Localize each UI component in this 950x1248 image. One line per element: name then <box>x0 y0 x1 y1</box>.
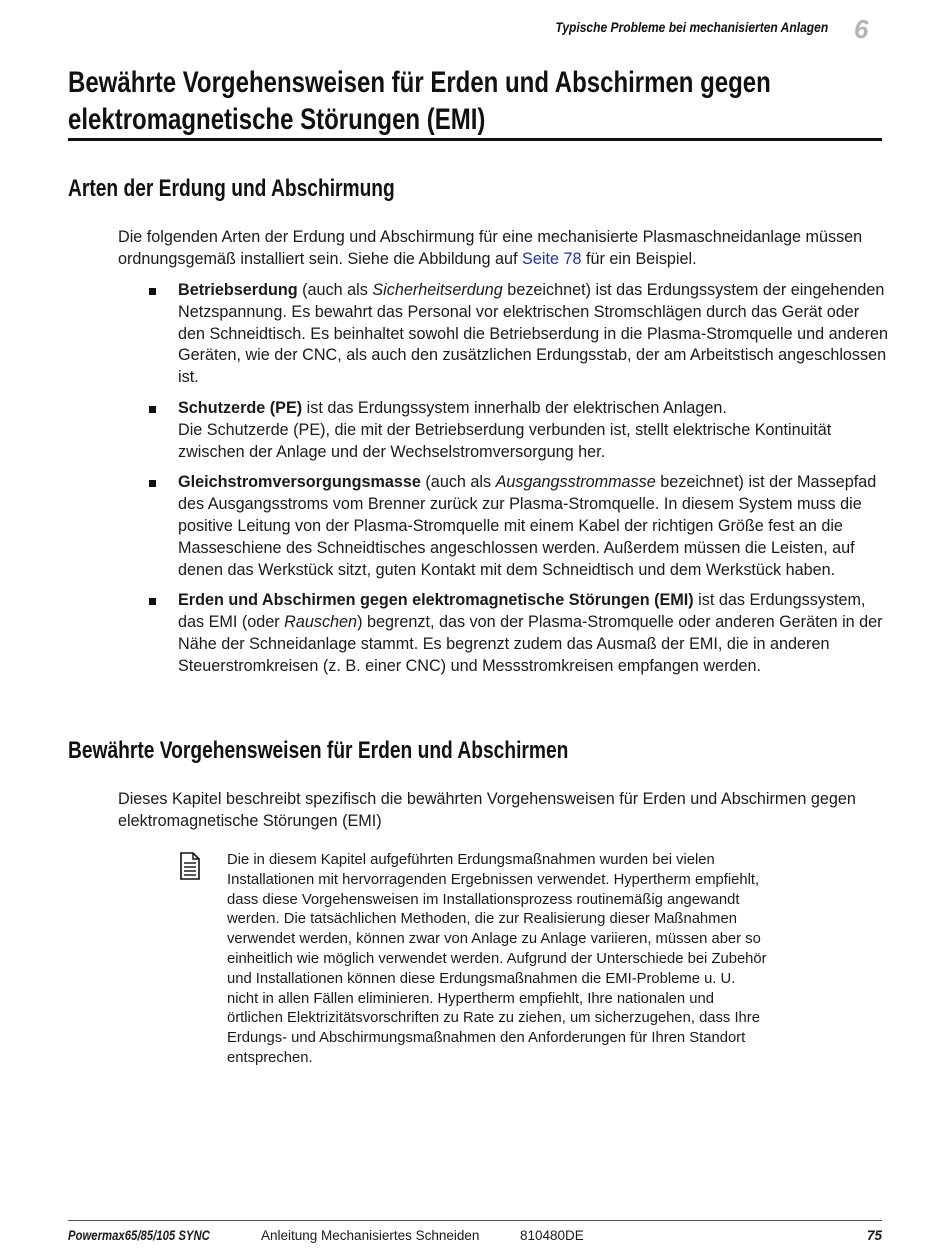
page-title-line2: elektromagnetische Störungen (EMI) <box>68 103 486 136</box>
title-rule <box>68 138 882 141</box>
running-header <box>0 16 950 42</box>
section2-intro: Dieses Kapitel beschreibt spezifisch die bewährten Vorgehensweisen für Erden und Abschirmen gegen elektromagnetische Störungen (EMI) <box>118 790 856 830</box>
bullet-text: (auch als <box>297 281 373 299</box>
list-item <box>118 590 888 677</box>
chapter-number: 6 <box>854 14 869 44</box>
bullet-text: bezeichnet) ist das Erdungssystem der eingehenden Netzspannung. Es bewahrt das Personal vor elektrischen Stromschlägen durch das Gerät oder den Schneidtisch. Es beinhaltet sowohl die Betriebserdung in die Plasma-Stromquelle und anderen Geräten, wie der CNC, als auch den zusätzlichen Erdungsstab, der am Arbeitstisch angeschlossen ist. <box>178 281 888 387</box>
bullet-text: (auch als <box>420 473 496 492</box>
bullet-italic: Rauschen <box>284 613 358 632</box>
bullet-italic: Sicherheitserdung <box>372 281 503 299</box>
bullet-text: ist das Erdungssystem innerhalb der elektrischen Anlagen. <box>302 398 727 417</box>
bullet-square-icon <box>149 598 156 605</box>
page-footer <box>68 1228 882 1248</box>
bullet-square-icon <box>149 480 156 487</box>
footer-document-title: Anleitung Mechanisiertes Schneiden <box>261 1228 480 1243</box>
bullet-text: Die Schutzerde (PE), die mit der Betriebserdung verbunden ist, stellt elektrische Kontinuität zwischen der Anlage und der Wechselstromversorgung her. <box>178 420 832 461</box>
bullet-text: ist das Erdungssystem, das EMI (oder <box>178 591 866 632</box>
intro-text-end: für ein Beispiel. <box>581 249 697 268</box>
page-title <box>68 64 788 138</box>
running-title: Typische Probleme bei mechanisierten Anlagen <box>555 19 828 35</box>
footer-product: Powermax65/85/105 SYNC <box>68 1228 210 1243</box>
footer-document-code: 810480DE <box>520 1228 584 1243</box>
grounding-types-list <box>118 280 888 687</box>
bullet-square-icon <box>149 288 156 295</box>
section-heading-best-practices: Bewährte Vorgehensweisen für Erden und Abschirmen <box>68 737 569 764</box>
section-heading-grounding-types: Arten der Erdung und Abschirmung <box>68 175 395 202</box>
bullet-italic: Ausgangsstrommasse <box>495 473 656 492</box>
note-document-icon <box>179 852 201 880</box>
bullet-text: ) begrenzt, das von der Plasma-Stromquelle oder anderen Geräten in der Nähe der Schneidanlage stammt. Es begrenzt zudem das Ausmaß der EMI, die in anderen Steuerstromkreisen (z. B. einer CNC) und Messstromkreisen empfangen werden. <box>178 613 883 675</box>
bullet-square-icon <box>149 406 156 413</box>
bullet-term: Schutzerde (PE) <box>178 398 303 417</box>
page-number: 75 <box>866 1228 882 1243</box>
bullet-term: Gleichstromversorgungsmasse <box>178 473 421 492</box>
footer-rule <box>68 1220 882 1221</box>
note-text: Die in diesem Kapitel aufgeführten Erdungsmaßnahmen wurden bei vielen Installationen mit hervorragenden Ergebnissen verwendet. Hypertherm empfiehlt, dass diese Vorgehensweisen im Installationsprozess routinemäßig angewandt werden. Die tatsächlichen Methoden, die zur Realisierung dieser Maßnahmen verwendet werden, können zwar von Anlage zu Anlage variieren, müssen aber so einheitlich wie möglich verwendet werden. Aufgrund der Unterschiede bei Zubehör und Installationen können diese Erdungsmaßnahmen die EMI-Probleme u. U. nicht in allen Fällen eliminieren. Hypertherm empfiehlt, Ihre nationalen und örtlichen Elektrizitätsvorschriften zu Rate zu ziehen, um sicherzugehen, dass Ihre Erdungs- und Abschirmungsmaßnahmen den Anforderungen für Ihren Standort entsprechen. <box>227 852 767 1066</box>
bullet-term: Betriebserdung <box>178 281 298 299</box>
page-reference-link[interactable]: Seite 78 <box>522 249 582 268</box>
list-item <box>118 398 888 463</box>
bullet-term: Erden und Abschirmen gegen elektromagnetische Störungen (EMI) <box>178 591 694 610</box>
page-title-line1: Bewährte Vorgehensweisen für Erden und Abschirmen gegen <box>68 66 771 99</box>
list-item <box>118 472 888 581</box>
section1-intro <box>118 227 888 271</box>
intro-text: Die folgenden Arten der Erdung und Abschirmung für eine mechanisierte Plasmaschneidanlage müssen ordnungsgemäß installiert sein. Siehe die Abbildung auf <box>118 228 863 268</box>
list-item <box>118 280 888 389</box>
bullet-text: bezeichnet) ist der Massepfad des Ausgangsstroms vom Brenner zurück zur Plasma-Stromquelle. In diesem System muss die positive Leitung von der Plasma-Stromquelle mit einem Kabel der richtigen Größe fest an die Masseschiene des Schneidtisches angeschlossen werden. Außerdem müssen die Leisten, auf denen das Werkstück sitzt, guten Kontakt mit dem Schneidtisch und dem Werkstück haben. <box>178 473 877 579</box>
